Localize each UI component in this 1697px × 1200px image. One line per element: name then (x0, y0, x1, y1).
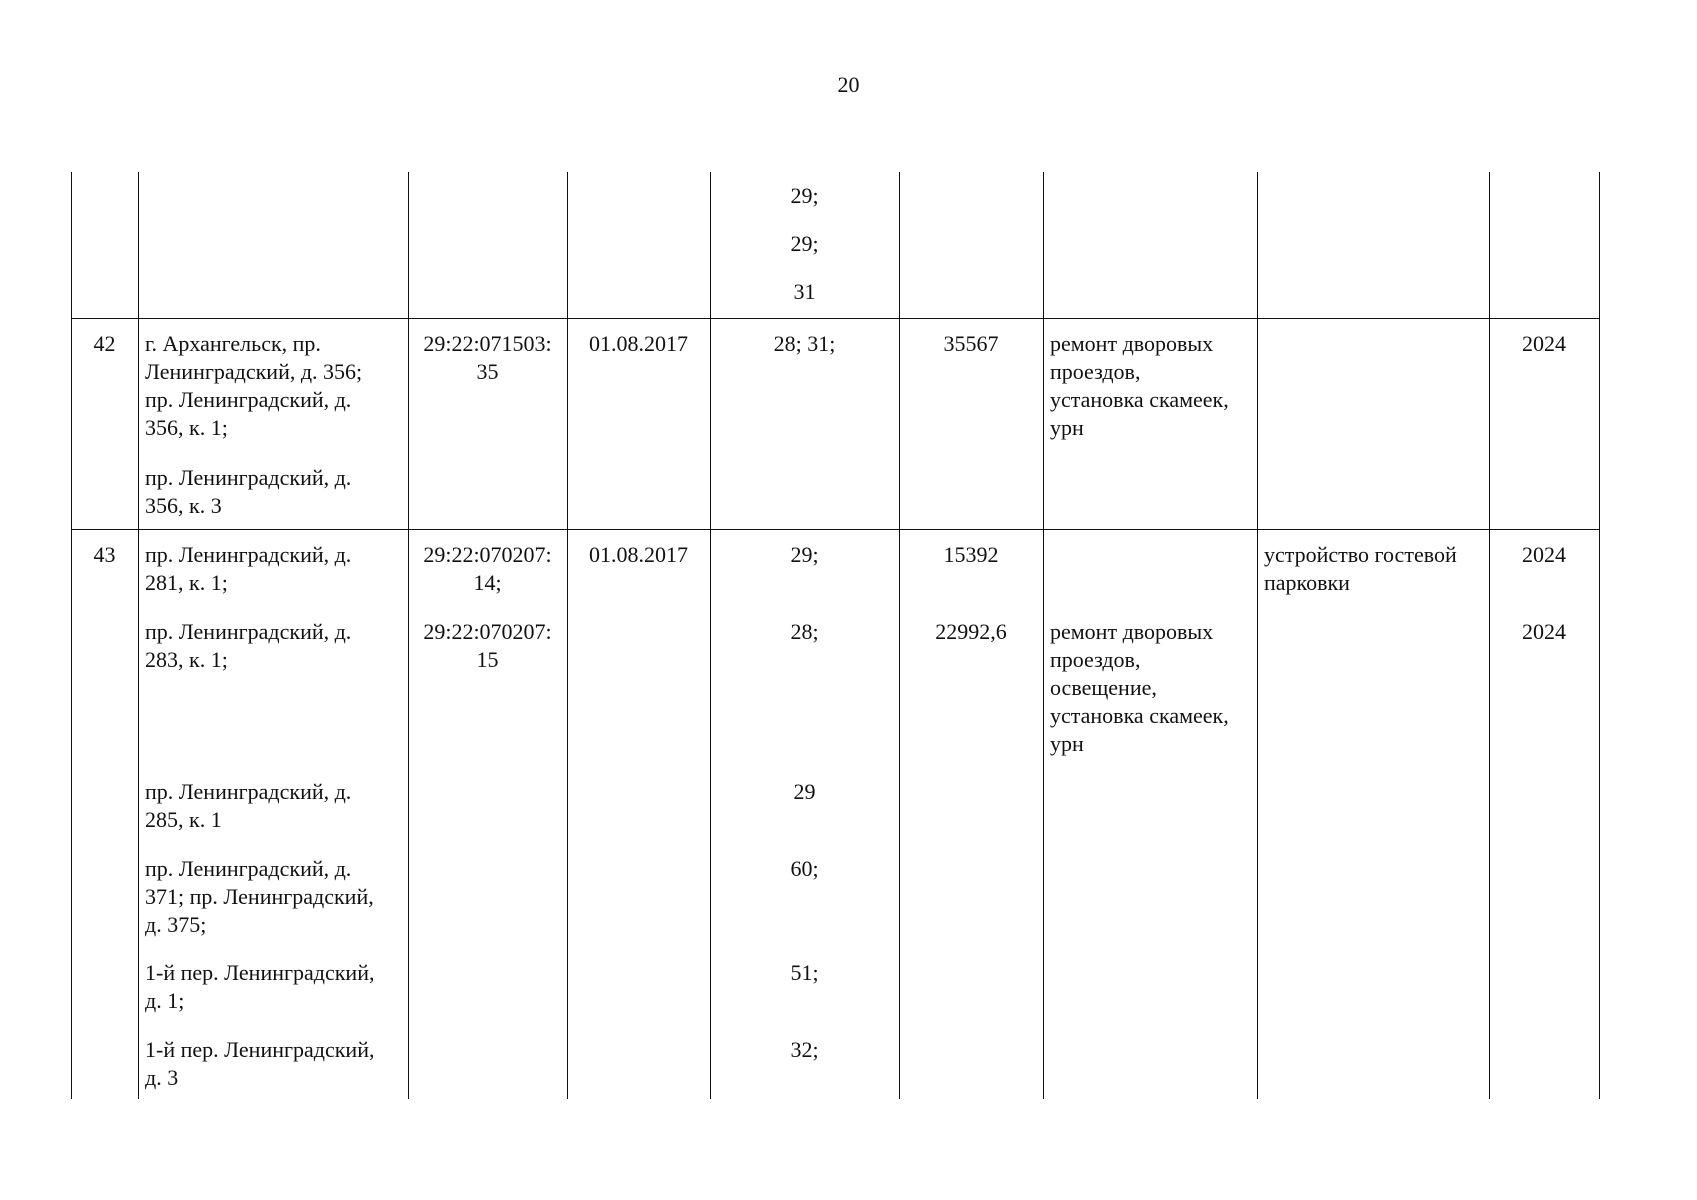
parking-spots-cell: 29 (793, 779, 816, 804)
address-line: 356, к. 1; (145, 415, 228, 440)
area-value: 22992,6 (935, 619, 1007, 644)
cadastral-number: 29:22:071503: (423, 331, 552, 356)
address-line: г. Архангельск, пр. (145, 331, 321, 356)
address-line: 285, к. 1 (145, 807, 222, 832)
row-separator (71, 529, 1599, 530)
row-separator (71, 318, 1599, 319)
address-line: 356, к. 3 (145, 493, 222, 518)
area-value: 35567 (943, 331, 999, 356)
address-line: 1-й пер. Ленинградский, (145, 1037, 375, 1062)
area-value: 15392 (943, 542, 999, 567)
parking-spots-cell: 60; (790, 856, 819, 881)
address-line: пр. Ленинградский, д. (145, 387, 352, 412)
address-line: пр. Ленинградский, д. (145, 856, 352, 881)
works-line: проездов, (1050, 647, 1141, 672)
page-number: 20 (837, 72, 860, 97)
table-border-right (1599, 172, 1600, 1099)
row-number: 42 (93, 331, 116, 356)
parking-spots-cell: 32; (790, 1037, 819, 1062)
address-line: пр. Ленинградский, д. (145, 619, 352, 644)
parking-spots-cell: 28; 31; (773, 331, 836, 356)
column-divider (1043, 172, 1044, 1099)
works-line: освещение, (1050, 675, 1157, 700)
cadastral-number: 14; (473, 570, 502, 595)
works-line: проездов, (1050, 359, 1141, 384)
column-divider (1257, 172, 1258, 1099)
address-line: пр. Ленинградский, д. (145, 465, 352, 490)
year-value: 2024 (1522, 619, 1566, 644)
address-line: д. 375; (145, 912, 207, 937)
address-line: д. 1; (145, 988, 185, 1013)
address-line: 281, к. 1; (145, 570, 228, 595)
address-line: пр. Ленинградский, д. (145, 779, 352, 804)
additional-works-line: устройство гостевой (1264, 542, 1457, 567)
address-line: 1-й пер. Ленинградский, (145, 960, 375, 985)
cadastral-number: 29:22:070207: (423, 542, 552, 567)
works-line: урн (1050, 415, 1084, 440)
works-line: урн (1050, 731, 1084, 756)
column-divider (138, 172, 139, 1099)
column-divider (567, 172, 568, 1099)
improvement-table (71, 172, 1599, 1099)
works-line: ремонт дворовых (1050, 619, 1214, 644)
year-value: 2024 (1522, 331, 1566, 356)
cadastral-number: 29:22:070207: (423, 619, 552, 644)
cadastral-number: 35 (476, 359, 499, 384)
address-line: 283, к. 1; (145, 647, 228, 672)
parking-spots-cell: 51; (790, 960, 819, 985)
cadastral-number: 15 (476, 647, 499, 672)
registration-date: 01.08.2017 (589, 331, 688, 356)
parking-spots-cell: 31 (793, 279, 816, 304)
address-line: пр. Ленинградский, д. (145, 542, 352, 567)
address-line: 371; пр. Ленинградский, (145, 884, 374, 909)
parking-spots-cell: 28; (790, 619, 819, 644)
address-line: Ленинградский, д. 356; (145, 359, 363, 384)
works-line: установка скамеек, (1050, 387, 1229, 412)
address-line: д. 3 (145, 1065, 179, 1090)
works-line: ремонт дворовых (1050, 331, 1214, 356)
parking-spots-cell: 29; (790, 542, 819, 567)
row-number: 43 (93, 542, 116, 567)
registration-date: 01.08.2017 (589, 542, 688, 567)
parking-spots-cell: 29; (790, 231, 819, 256)
works-line: установка скамеек, (1050, 703, 1229, 728)
parking-spots-cell: 29; (790, 183, 819, 208)
additional-works-line: парковки (1264, 570, 1350, 595)
year-value: 2024 (1522, 542, 1566, 567)
table-border-left (71, 172, 72, 1099)
